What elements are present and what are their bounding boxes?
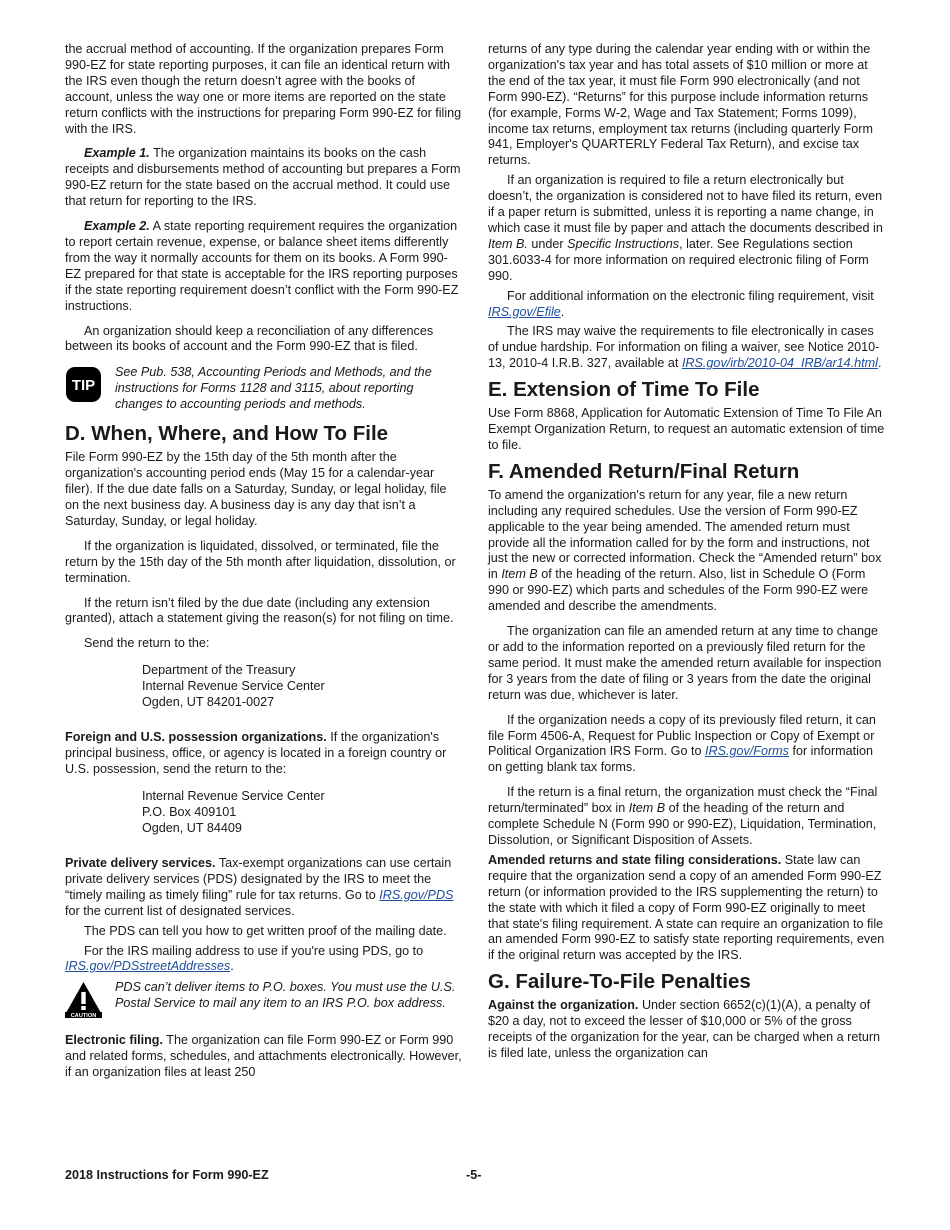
waiver-text: The IRS may waive the requirements to file electronically in cases of undue hardship. For information on filing a waiver, see Notice 2010-13, 2010-4 I.R.B. 327, available at xyxy=(488,324,880,371)
page-number: -5- xyxy=(466,1168,482,1182)
specific-instructions-ref: Specific Instructions xyxy=(567,236,680,251)
item-b-ref: Item B xyxy=(501,567,538,582)
pds-p3-text: For the IRS mailing address to use if you're using PDS, go to xyxy=(84,943,424,958)
foreign-organizations xyxy=(65,730,463,778)
pds-label: Private delivery services. xyxy=(65,856,216,870)
example-1 xyxy=(65,146,463,210)
section-g-heading: G. Failure-To-File Penalties xyxy=(488,970,751,994)
irs-efile-link[interactable]: IRS.gov/Efile xyxy=(488,304,561,319)
intro-paragraph: the accrual method of accounting. If the organization prepares Form 990-EZ for state reporting purposes, it can file an identical return with the IRS even though the return doesn’t agree with the books of account, unless the way one or more items are reported on the state return conflicts with the instructions for preparing Form 990-EZ for filing with the IRS. xyxy=(65,42,462,136)
f-p4-a: If the return is a final return, the organization must check the “Final return/terminated” box in xyxy=(488,785,878,816)
tip-icon-label: TIP xyxy=(71,377,96,395)
pds-paragraph-2: The PDS can tell you how to get written proof of the mailing date. xyxy=(84,923,447,938)
address-line: Internal Revenue Service Center xyxy=(142,679,325,694)
caution-icon xyxy=(65,981,102,1023)
section-e-heading: E. Extension of Time To File xyxy=(488,378,760,402)
section-f-paragraph-4 xyxy=(488,785,886,849)
efile-label: Electronic filing. xyxy=(65,1033,163,1048)
f-p4-b: of the heading of the return and complete Schedule N (Form 990 or 990-EZ), Liquidation, Termination, Dissolution, or Significant Disposition of Assets. xyxy=(488,801,877,847)
section-f-paragraph-2: The organization can file an amended return at any time to change or add to the information reported on a previously filed return for the same period. It must make the amended return available for inspection for 3 years from the date of filing or 3 years from the date the original return was due, whichever is later. xyxy=(488,624,882,702)
tip-icon xyxy=(65,366,102,408)
against-text: Under section 6652(c)(1)(A), a penalty of $20 a day, not to exceed the lesser of $10,000 or 5% of the gross receipts of the organization for the year, can be charged when a return is filed late, unless the organization can xyxy=(488,998,881,1060)
efile-text: The organization can file Form 990-EZ or Form 990 and related forms, schedules, and attachments electronically. However, if an organization files at least 250 xyxy=(65,1033,462,1080)
reconciliation-paragraph: An organization should keep a reconciliation of any differences between its books of account and the Form 990-EZ that is filed. xyxy=(65,323,434,354)
f-p1-a: To amend the organization's return for any year, file a new return including any required schedules. Use the version of Form 990-EZ applicable to the year being amended. The amended return must provide all the information called for by the form and instructions, not just the new or corrected information. Check the “Amended return” box in xyxy=(488,487,882,582)
pds-text: Tax-exempt organizations can use certain private delivery services (PDS) designated by the IRS to meet the “timely mailing as timely filing” rule for tax returns. Go to xyxy=(65,856,452,902)
section-d-paragraph-1: File Form 990-EZ by the 15th day of the 5th month after the organization's accounting period ends (May 15 for a calendar-year filer). If the due date falls on a Saturday, Sunday, or legal holiday, file on the next business day. A business day is any day that isn’t a Saturday, Sunday, or legal holiday. xyxy=(65,450,447,528)
caution-note xyxy=(65,979,463,1023)
caution-text: PDS can’t deliver items to P.O. boxes. You must use the U.S. Postal Service to mail any item to an IRS P.O. box address. xyxy=(115,980,456,1011)
address-line: Ogden, UT 84201-0027 xyxy=(142,695,275,710)
against-organization xyxy=(488,998,886,1062)
page-footer xyxy=(65,1168,887,1182)
address-block-foreign xyxy=(142,788,463,836)
pds-paragraph-3 xyxy=(65,944,463,976)
item-b-ref: Item B xyxy=(628,801,666,816)
section-f-paragraph-1 xyxy=(488,488,886,615)
item-b-ref: Item B. xyxy=(488,236,528,251)
example-2-text: A state reporting requirement requires the organization to report certain revenue, expense, or balance sheet items differently from the way it normally accounts for them on its books. A Form 990-EZ prepared for that state is acceptable for the IRS reporting purposes if the state reporting requirement doesn’t conflict with the Form 990-EZ instructions. xyxy=(65,219,459,313)
efile-required-c: , later. See Regulations section 301.6033-4 for more information on required electronic filing of Form 990. xyxy=(488,236,869,283)
address-block-primary xyxy=(142,662,463,710)
efile-required-b: under xyxy=(531,236,564,251)
efile-continued: returns of any type during the calendar year ending with or within the organization's tax year and has total assets of $10 million or more at the end of the tax year, it must file Form 990 electronically (and not Form 990-EZ). “Returns” for this purpose include information returns (for example, Forms W-2, Wage and Tax Statement; Forms 1099), income tax returns, employment tax returns (including quarterly Form 941, Employer's QUARTERLY Federal Tax Return), and excise tax returns. xyxy=(488,42,873,168)
section-d-heading: D. When, Where, and How To File xyxy=(65,422,389,446)
section-f-paragraph-3 xyxy=(488,713,886,777)
pds-p3-end: . xyxy=(230,959,234,974)
address-line: P.O. Box 409101 xyxy=(142,805,237,819)
example-1-text: The organization maintains its books on the cash receipts and disbursements method of accounting but prepares a Form 990-EZ return for the state based on the accrual method. It could use that return for reporting to the IRS. xyxy=(65,146,461,209)
electronic-filing xyxy=(65,1033,463,1081)
address-line: Department of the Treasury xyxy=(142,663,296,678)
against-label: Against the organization. xyxy=(488,998,639,1013)
efile-required-paragraph xyxy=(488,173,886,284)
section-d-paragraph-3: If the return isn’t filed by the due date (including any extension granted), attach a statement giving the reason(s) for not filing on time. xyxy=(65,595,454,626)
left-column xyxy=(65,42,463,1090)
pds-text-after: for the current list of designated services. xyxy=(65,903,295,918)
section-d-paragraph-2: If the organization is liquidated, dissolved, or terminated, file the return by the 15th day of the 5th month after liquidation, dissolution, or termination. xyxy=(65,538,456,585)
tip-note xyxy=(65,364,463,412)
example-2-label: Example 2. xyxy=(84,219,150,234)
caution-icon-label: CAUTION xyxy=(70,1013,97,1019)
address-line: Ogden, UT 84409 xyxy=(142,821,242,835)
irs-pds-street-addresses-link[interactable]: IRS.gov/PDSstreetAddresses xyxy=(65,959,231,974)
amended-label: Amended returns and state filing considerations. xyxy=(488,852,782,867)
amended-text: State law can require that the organization send a copy of an amended Form 990-EZ return (or information provided to the IRS supplementing the return) to the state with which it filed a copy of Form 990-EZ originally to meet that state's filing requirement. A state can require an organization to file an amended Form 990-EZ to satisfy state reporting requirements, even if the original return was accepted by the IRS. xyxy=(488,852,885,963)
waiver-end: . xyxy=(877,356,882,371)
tip-text: See Pub. 538, Accounting Periods and Methods, and the instructions for Forms 1128 and 3115, about reporting changes to accounting periods and methods. xyxy=(115,365,432,412)
right-column xyxy=(488,42,886,1071)
irs-pds-link[interactable]: IRS.gov/PDS xyxy=(379,887,454,902)
waiver-paragraph xyxy=(488,324,886,372)
irs-forms-link[interactable]: IRS.gov/Forms xyxy=(704,744,789,759)
f-p3-end: for information on getting blank tax forms. xyxy=(488,744,873,775)
foreign-text: If the organization's principal business, office, or agency is located in a foreign country or U.S. possession, send the return to the: xyxy=(65,730,447,777)
footer-title: 2018 Instructions for Form 990-EZ xyxy=(65,1168,269,1182)
address-line: Internal Revenue Service Center xyxy=(142,789,325,803)
f-p1-b: of the heading of the return. Also, list in Schedule O (Form 990 or 990-EZ) which parts and schedules of the Form 990-EZ were amended and describe the amendments. xyxy=(488,567,869,614)
efile-required-a: If an organization is required to file a return electronically but doesn’t, the organization is considered not to have filed its return, even if a paper return is submitted, unless it is reporting a name change, in which case it must file by paper and attach the documents described in xyxy=(488,173,883,235)
amended-state-filing xyxy=(488,853,886,964)
example-2 xyxy=(65,219,463,314)
foreign-label: Foreign and U.S. possession organizations. xyxy=(65,730,327,745)
private-delivery-services xyxy=(65,856,463,920)
section-f-heading: F. Amended Return/Final Return xyxy=(488,459,800,483)
send-return-label: Send the return to the: xyxy=(84,636,210,651)
efile-additional-end: . xyxy=(560,304,565,319)
section-e-paragraph: Use Form 8868, Application for Automatic Extension of Time To File An Exempt Organization Return, to request an automatic extension of time to file. xyxy=(488,406,885,452)
efile-additional-text: For additional information on the electronic filing requirement, visit xyxy=(507,288,874,303)
example-1-label: Example 1. xyxy=(84,146,150,161)
efile-additional-paragraph xyxy=(488,289,886,321)
irs-irb-link[interactable]: IRS.gov/irb/2010-04_IRB/ar14.html xyxy=(681,356,878,371)
f-p3-text: If the organization needs a copy of its previously filed return, it can file Form 4506-A, Request for Public Inspection or Copy of Exempt or Political Organization IRS Form. Go to xyxy=(488,712,876,759)
